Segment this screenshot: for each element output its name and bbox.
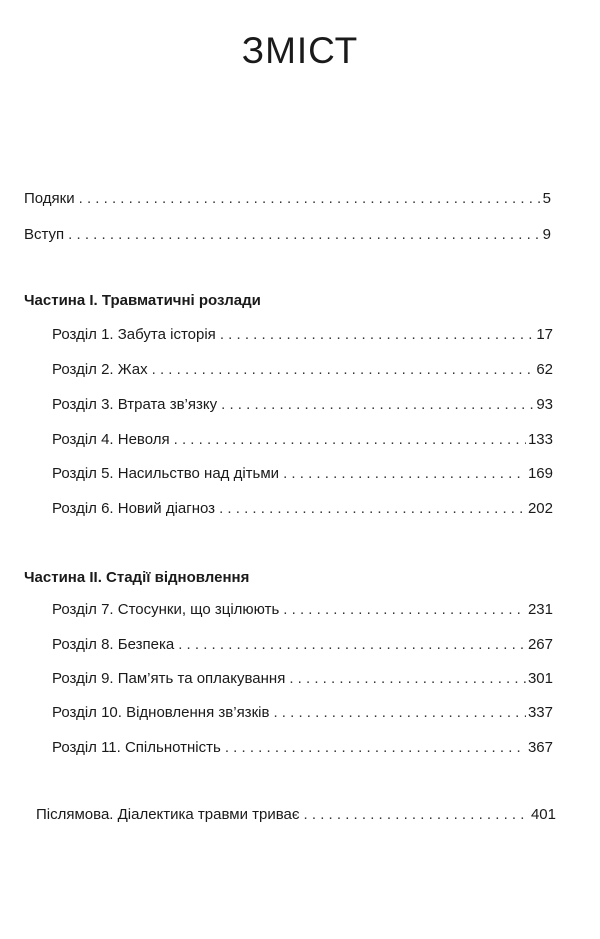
toc-entry-page: 337 (527, 704, 553, 721)
toc-entry-chapter-4[interactable] (52, 431, 553, 448)
toc-entry-label: Розділ 10. Відновлення зв’язків (52, 704, 270, 721)
dot-leader (304, 806, 529, 823)
part-1-heading: Частина І. Травматичні розлади (24, 292, 261, 309)
dot-leader (68, 226, 540, 243)
toc-entry-chapter-1[interactable] (52, 326, 553, 343)
dot-leader (220, 326, 535, 343)
part-2-heading: Частина ІІ. Стадії відновлення (24, 569, 250, 586)
toc-entry-label: Післямова. Діалектика травми триває (36, 806, 300, 823)
dot-leader (289, 670, 526, 687)
toc-entry-label: Розділ 5. Насильство над дітьми (52, 465, 280, 482)
dot-leader (178, 636, 526, 653)
toc-entry-label: Розділ 4. Неволя (52, 431, 170, 448)
toc-entry-page: 93 (536, 396, 553, 413)
dot-leader (221, 396, 534, 413)
toc-entry-afterword[interactable] (36, 806, 556, 823)
dot-leader (219, 500, 526, 517)
page-title: ЗМІСТ (241, 30, 359, 71)
toc-entry-introduction[interactable] (24, 226, 551, 243)
toc-entry-label: Розділ 2. Жах (52, 361, 148, 378)
toc-entry-page: 5 (542, 190, 551, 207)
toc-entry-page: 9 (542, 226, 551, 243)
toc-entry-label: Розділ 8. Безпека (52, 636, 175, 653)
toc-entry-chapter-5[interactable] (52, 465, 553, 482)
dot-leader (79, 190, 541, 207)
toc-entry-chapter-9[interactable] (52, 670, 553, 687)
toc-entry-label: Розділ 9. Пам’ять та оплакування (52, 670, 286, 687)
dot-leader (283, 601, 526, 618)
toc-entry-label: Вступ (24, 226, 65, 243)
toc-entry-label: Подяки (24, 190, 75, 207)
toc-entry-page: 202 (527, 500, 553, 517)
toc-entry-acknowledgements[interactable] (24, 190, 551, 207)
toc-entry-page: 62 (536, 361, 553, 378)
toc-entry-chapter-10[interactable] (52, 704, 553, 721)
toc-entry-chapter-3[interactable] (52, 396, 553, 413)
toc-entry-chapter-7[interactable] (52, 601, 553, 618)
toc-entry-chapter-2[interactable] (52, 361, 553, 378)
toc-entry-page: 231 (527, 601, 553, 618)
dot-leader (174, 431, 526, 448)
toc-entry-chapter-11[interactable] (52, 739, 553, 756)
toc-entry-label: Розділ 11. Спільнотність (52, 739, 221, 756)
dot-leader (152, 361, 535, 378)
toc-entry-label: Розділ 1. Забута історія (52, 326, 216, 343)
toc-entry-page: 401 (530, 806, 556, 823)
toc-entry-chapter-6[interactable] (52, 500, 553, 517)
toc-entry-chapter-8[interactable] (52, 636, 553, 653)
dot-leader (273, 704, 526, 721)
toc-entry-label: Розділ 3. Втрата зв’язку (52, 396, 218, 413)
toc-entry-page: 367 (527, 739, 553, 756)
dot-leader (225, 739, 526, 756)
toc-entry-page: 169 (527, 465, 553, 482)
toc-entry-page: 267 (527, 636, 553, 653)
toc-entry-page: 301 (527, 670, 553, 687)
toc-entry-page: 17 (536, 326, 553, 343)
toc-entry-label: Розділ 7. Стосунки, що зцілюють (52, 601, 280, 618)
toc-entry-label: Розділ 6. Новий діагноз (52, 500, 216, 517)
dot-leader (283, 465, 526, 482)
toc-entry-page: 133 (527, 431, 553, 448)
